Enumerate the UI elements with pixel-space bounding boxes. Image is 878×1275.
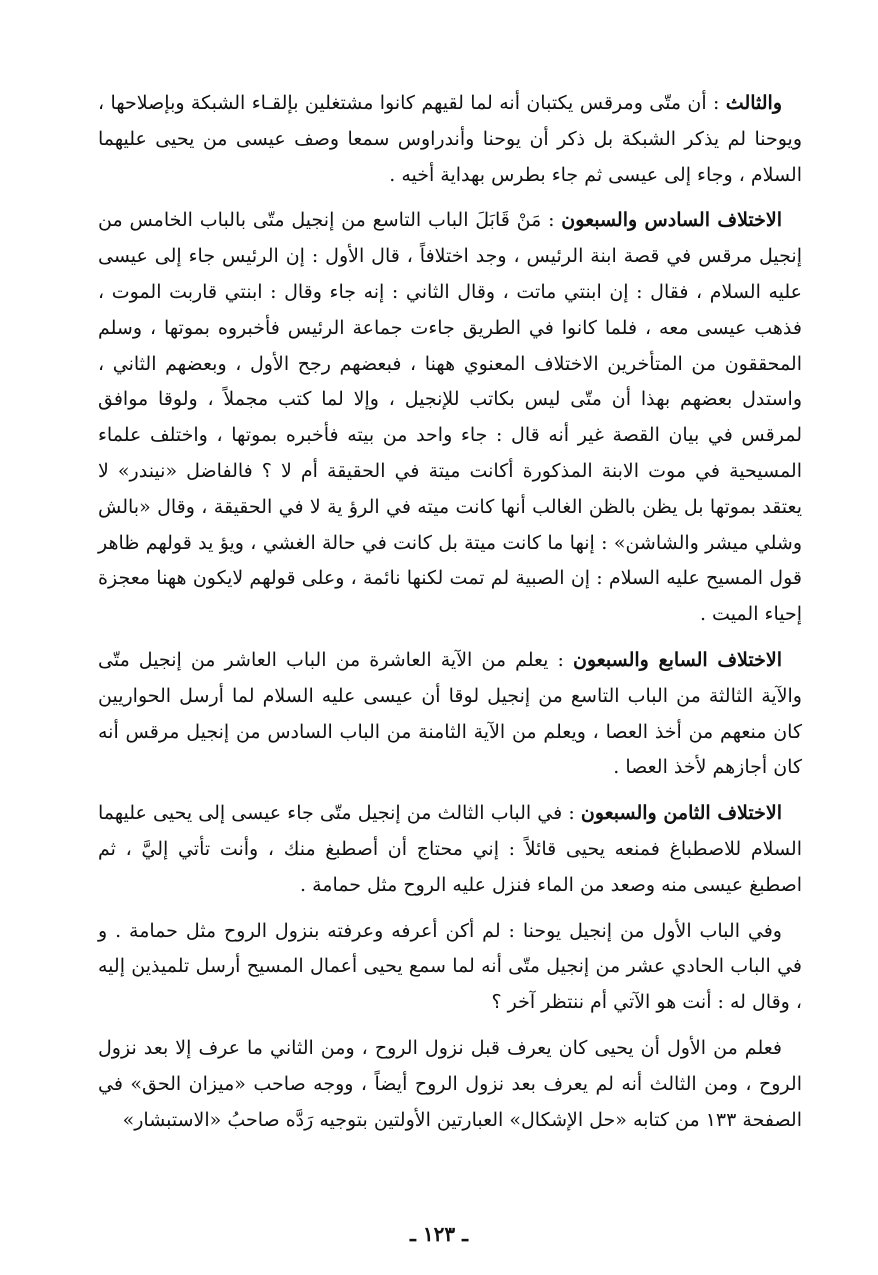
paragraph-difference-78 (98, 796, 802, 903)
paragraph-difference-77 (98, 643, 802, 786)
paragraph-lead: الاختلاف السادس والسبعون (561, 209, 782, 232)
paragraph-text: : يعلم من الآية العاشرة من الباب العاشر من إنجيل متّى والآية الثالثة من الباب التاسع من إنجيل لوقا أن عيسى عليه السلام لما أرسل الحواريين كان منعهم من أخذ العصا ، ويعلم من الآية الثامنة من الباب السادس من إنجيل مرقس أنه كان أجازهم لأخذ العصا . (98, 648, 802, 779)
paragraph-conclusion (98, 1031, 802, 1138)
paragraph-difference-76 (98, 203, 802, 633)
body-text (98, 86, 802, 1148)
page-number: ـ ١٢٣ ـ (410, 1222, 468, 1246)
paragraph-text: فعلم من الأول أن يحيى كان يعرف قبل نزول الروح ، ومن الثاني ما عرف إلا بعد نزول الروح ، ومن الثالث أنه لم يعرف بعد نزول الروح أيضاً ، ووجه صاحب «ميزان الحق» في الصفحة ١٣٣ من كتابه «حل الإشكال» العبارتين الأولتين بتوجيه رَدَّه صاحبُ «الاستبشار» (98, 1036, 802, 1131)
paragraph-third-point (98, 86, 802, 193)
paragraph-text: : مَنْ قَابَلَ الباب التاسع من إنجيل متّى بالباب الخامس من إنجيل مرقس في قصة ابنة الرئيس ، وجد اختلافاً ، قال الأول : إن الرئيس جاء إلى عيسى عليه السلام ، فقال : إن ابنتي ماتت ، وقال الثاني : إنه جاء وقال : ابنتي قاربت الموت ، فذهب عيسى معه ، فلما كانوا في الطريق جاءت جماعة الرئيس فأخبروه بموتها ، وسلم المحققون من المتأخرين الاختلاف المعنوي ههنا ، فبعضهم رجح الأول ، وبعضهم الثاني ، واستدل بعضهم بهذا أن متّى ليس بكاتب للإنجيل ، وإلا لما كتب مجملاً ، ولوقا موافق لمرقس في بيان القصة غير أنه قال : جاء واحد من بيته فأخبره بموتها ، واختلف علماء المسيحية في موت الابنة المذكورة أكانت ميتة في الحقيقة أم لا ؟ فالفاضل «نيندر» لا يعتقد بموتها بل يظن بالظن الغالب أنها كانت ميته في الرؤ ية لا في الحقيقة ، وقال «بالش وشلي ميشر والشاشن» : إنها ما كانت ميتة بل كانت في حالة الغشي ، ويؤ يد قولهم ظاهر قول المسيح عليه السلام : إن الصبية لم تمت لكنها نائمة ، وعلى قولهم لايكون ههنا معجزة إحياء الميت . (98, 209, 802, 626)
paragraph-text: : أن متّى ومرقس يكتبان أنه لما لقيهم كانوا مشتغلين بإلقـاء الشبكة وبإصلاحها ، ويوحنا لم يذكر الشبكة بل ذكر أن يوحنا وأندراوس سمعا وصف عيسى من يحيى عليهما السلام ، وجاء إلى عيسى ثم جاء بطرس بهداية أخيه . (98, 92, 802, 186)
paragraph-john-gospel (98, 914, 802, 1021)
paragraph-lead: الاختلاف الثامن والسبعون (580, 802, 782, 825)
paragraph-lead: والثالث (725, 92, 782, 114)
paragraph-lead: الاختلاف السابع والسبعون (573, 648, 782, 671)
paragraph-text: وفي الباب الأول من إنجيل يوحنا : لم أكن أعرفه وعرفته بنزول الروح مثل حمامة . و في الباب الحادي عشر من إنجيل متّى أنه لما سمع يحيى أعمال المسيح أرسل تلميذين إليه ، وقال له : أنت هو الآتي أم ننتظر آخر ؟ (98, 919, 802, 1014)
paragraph-text: : في الباب الثالث من إنجيل متّى جاء عيسى إلى يحيى عليهما السلام للاصطباغ فمنعه يحيى قائلاً : إني محتاج أن أصطبغ منك ، وأنت تأتي إليَّ ، ثم اصطبغ عيسى منه وصعد من الماء فنزل عليه الروح مثل حمامة . (98, 802, 802, 896)
